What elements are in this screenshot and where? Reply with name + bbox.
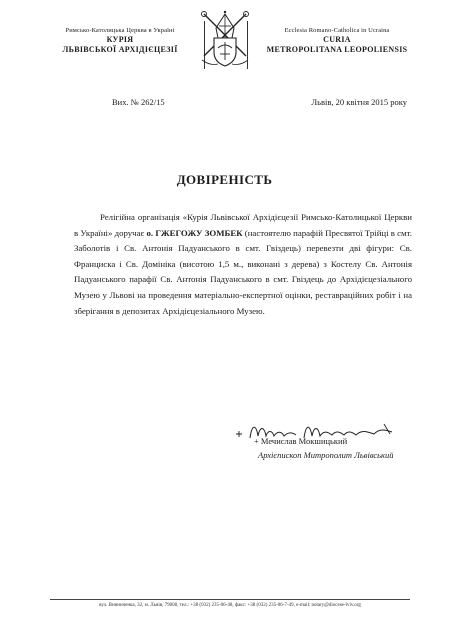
church-name-ua: Римсько-Католицька Церква в Україні	[65, 27, 175, 34]
footer-divider	[50, 599, 410, 600]
body-text-part1: Релігійна організація «Курія Львівської Архідієцезії Римсько-Католицької Церкви в Україні» доручає	[74, 212, 412, 238]
document-body	[74, 210, 412, 319]
letterhead-right	[252, 26, 422, 55]
body-paragraph	[74, 210, 412, 319]
archdiocese-label-ua: ЛЬВІВСЬКОЇ АРХІДІЄЦЕЗІЇ	[62, 45, 178, 54]
signatory-title: Архієпископ Митрополит Львівський	[258, 450, 394, 460]
outgoing-number: Вих. № 262/15	[112, 97, 165, 107]
footer-contact: вул. Винниченка, 32, м. Львів, 79008, тел.: +38 (032) 235-06-48, факс: +38 (032) 235-06-7-49, e-mail: notary@diocese-lviv.org	[99, 603, 361, 608]
trustee-name: о. ГЖЕГОЖУ ЗОМБЕК	[146, 227, 243, 238]
document-title: ДОВІРЕНІСТЬ	[176, 172, 273, 187]
curia-label-ua: КУРІЯ	[106, 35, 134, 44]
curia-label-la: CURIA	[323, 35, 351, 44]
archdiocese-label-la: METROPOLITANA LEOPOLIENSIS	[266, 45, 408, 54]
letterhead-divider-right	[247, 21, 248, 69]
letterhead-left	[40, 26, 200, 55]
signatory-name: + Мечислав Мокшицький	[254, 436, 348, 446]
document-date: Львів, 20 квітня 2015 року	[311, 97, 407, 107]
church-name-la: Ecclesia Romano-Catholica in Ucraina	[284, 27, 390, 34]
archdiocese-crest-icon	[198, 8, 252, 72]
body-text-part2: (настоятелю парафій Пресвятої Трійці в смт. Заболотів і Св. Антонія Падуанського в смт. Гвіздець) перевезти дві фігури: Св. Франциска і Св. Домініка (висотою 1,5 м., виконані з дерева) з Костелу Св. Антонія Падуанського парафії Св. Антонія Падуанського в смт. Гвіздець до Архідієцезіального Музею у Львові на проведення матеріально-експертної оцінки, реставраційних робіт і на зберігання в депозитах Архідієцезіального Музею.	[74, 227, 412, 316]
